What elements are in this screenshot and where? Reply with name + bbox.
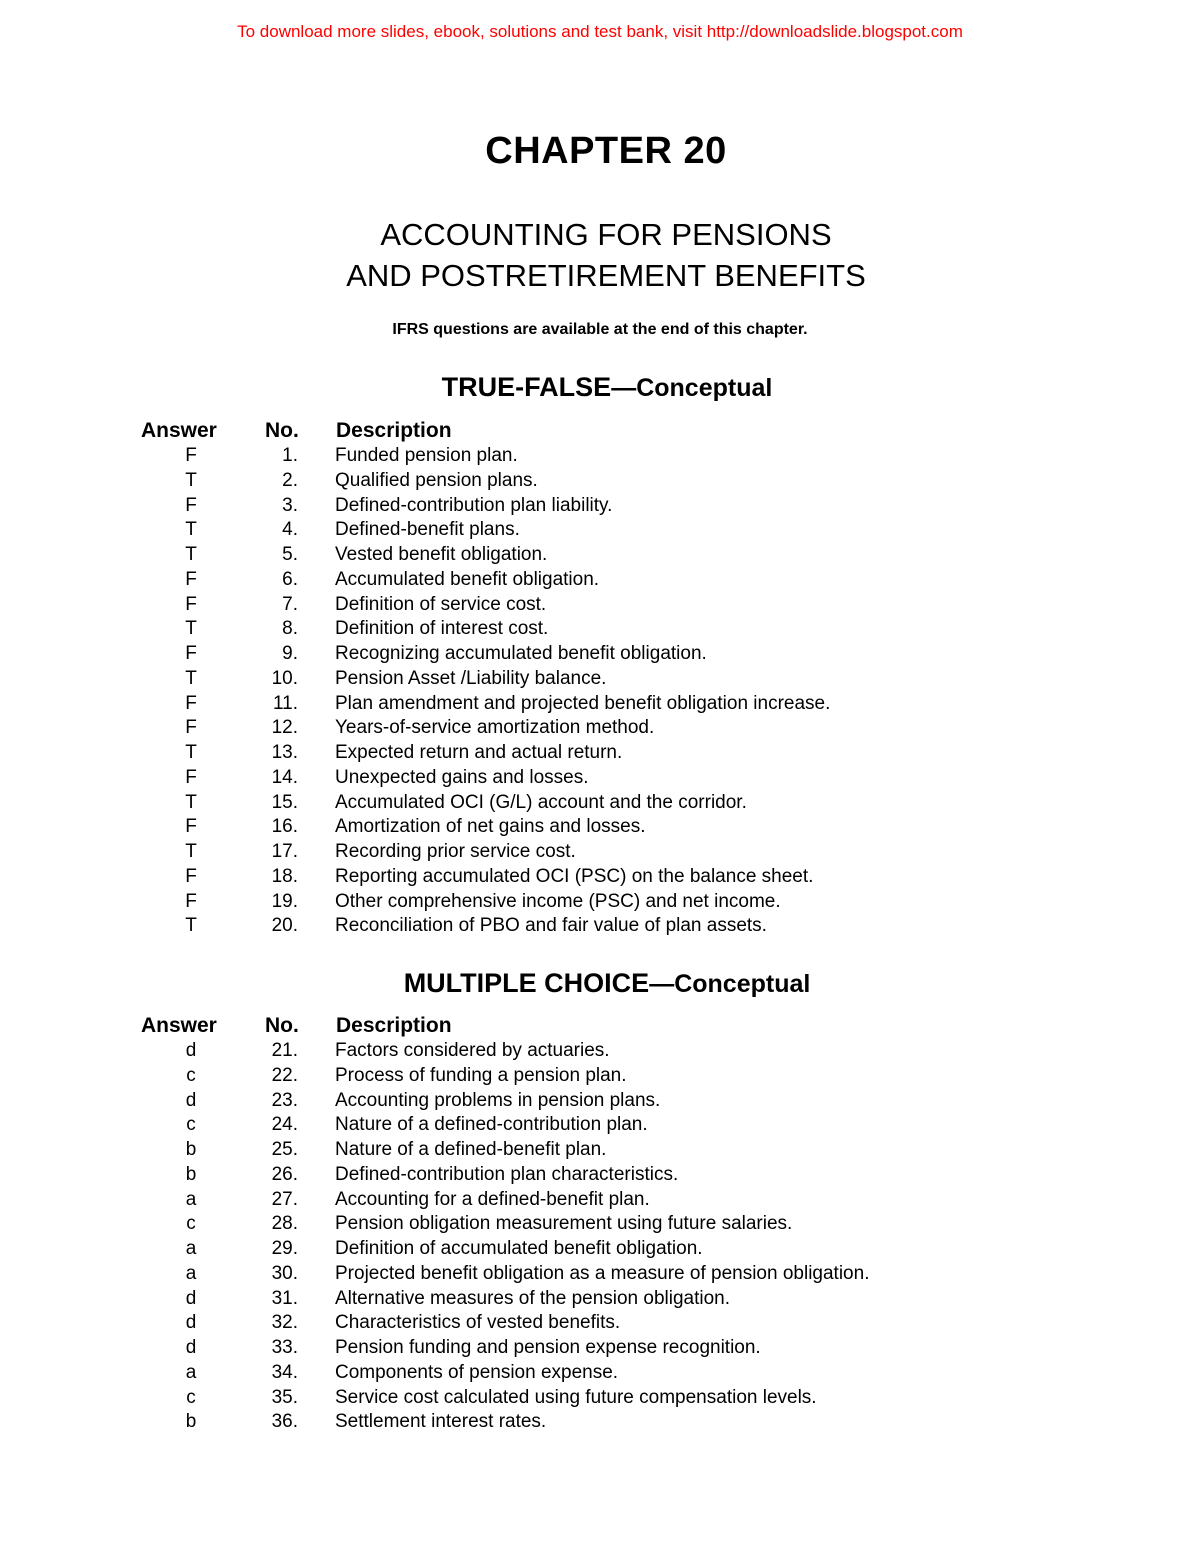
table-row [0,1386,1200,1411]
table-row [0,1163,1200,1188]
description-cell: Accumulated OCI (G/L) account and the corridor. [335,791,747,813]
ifrs-note: IFRS questions are available at the end of this chapter. [392,321,808,338]
answer-cell: F [185,494,197,516]
question-number-cell: 3. [282,494,298,516]
answer-cell: T [185,544,197,565]
description-cell: Pension obligation measurement using future salaries. [335,1213,793,1235]
number-column-header: No. [265,419,299,442]
chapter-title-line-1: ACCOUNTING FOR PENSIONS [380,217,832,252]
table-row [0,692,1200,717]
answer-cell: F [185,643,197,664]
question-number-cell: 25. [271,1139,298,1160]
multiple-choice-heading [0,968,1200,999]
table-row [0,1089,1200,1114]
answer-cell: F [185,816,197,838]
description-cell: Process of funding a pension plan. [335,1064,627,1086]
question-number-cell: 4. [282,519,298,541]
question-number-cell: 32. [271,1312,298,1334]
question-number-cell: 9. [282,643,298,664]
question-number-cell: 8. [282,618,298,640]
description-cell: Components of pension expense. [335,1361,619,1383]
table-row [0,469,1200,494]
answer-cell: T [185,469,197,491]
answer-cell: b [185,1139,197,1160]
table-header [0,417,1200,444]
table-row [0,865,1200,890]
table-row [0,568,1200,593]
answer-cell: a [185,1238,197,1259]
description-cell: Defined-contribution plan liability. [335,494,613,516]
chapter-number: CHAPTER 20 [485,130,727,172]
description-cell: Amortization of net gains and losses. [335,816,646,838]
question-number-cell: 30. [271,1262,298,1284]
table-row [0,1311,1200,1336]
question-number-cell: 34. [271,1361,298,1383]
question-number-cell: 16. [271,816,298,838]
description-cell: Recording prior service cost. [335,841,576,862]
description-cell: Nature of a defined-contribution plan. [335,1114,648,1136]
description-cell: Settlement interest rates. [335,1411,547,1433]
description-cell: Service cost calculated using future compensation levels. [335,1386,817,1408]
question-number-cell: 5. [282,544,298,565]
description-cell: Accumulated benefit obligation. [335,568,600,590]
answer-cell: b [185,1163,197,1185]
answer-cell: d [185,1287,197,1309]
table-row [0,791,1200,816]
answer-cell: a [185,1188,197,1210]
description-cell: Recognizing accumulated benefit obligation. [335,643,707,664]
question-number-cell: 28. [271,1213,298,1235]
question-number-cell: 19. [271,890,298,912]
description-cell: Definition of service cost. [335,593,547,615]
table-row [0,914,1200,939]
answer-cell: F [185,717,197,739]
question-number-cell: 15. [271,791,298,813]
true-false-heading-sub: —Conceptual [611,374,773,402]
description-cell: Qualified pension plans. [335,469,538,491]
answer-cell: b [185,1411,197,1433]
table-row [0,840,1200,865]
question-number-cell: 23. [271,1089,298,1111]
description-cell: Defined-contribution plan characteristics. [335,1163,679,1185]
answer-cell: T [185,841,197,862]
table-row [0,1113,1200,1138]
table-row [0,1188,1200,1213]
question-number-cell: 18. [271,865,298,887]
multiple-choice-heading-main: MULTIPLE CHOICE [403,968,650,998]
question-number-cell: 20. [271,915,298,937]
table-row [0,1064,1200,1089]
table-row [0,1361,1200,1386]
question-number-cell: 6. [282,568,298,590]
table-row [0,890,1200,915]
table-row [0,1410,1200,1435]
number-column-header: No. [265,1014,299,1037]
table-row [0,543,1200,568]
table-row [0,617,1200,642]
table-row [0,766,1200,791]
table-row [0,642,1200,667]
description-cell: Reporting accumulated OCI (PSC) on the balance sheet. [335,865,814,887]
description-cell: Reconciliation of PBO and fair value of plan assets. [335,915,767,937]
question-number-cell: 24. [271,1114,298,1136]
description-cell: Pension funding and pension expense recognition. [335,1337,761,1358]
description-cell: Definition of accumulated benefit obligation. [335,1238,703,1259]
chapter-title-line-2: AND POSTRETIREMENT BENEFITS [346,258,866,293]
table-row [0,815,1200,840]
table-row [0,518,1200,543]
description-cell: Characteristics of vested benefits. [335,1312,621,1334]
answer-column-header: Answer [141,419,217,442]
table-row [0,444,1200,469]
chapter-title [0,214,1200,296]
answer-cell: T [185,742,197,763]
question-number-cell: 31. [271,1287,298,1309]
description-cell: Unexpected gains and losses. [335,766,589,788]
table-row [0,667,1200,692]
answer-cell: F [185,445,197,466]
question-number-cell: 12. [271,717,298,739]
description-cell: Other comprehensive income (PSC) and net income. [335,890,781,912]
true-false-heading [0,372,1200,403]
answer-cell: T [185,618,197,640]
table-row [0,1212,1200,1237]
description-column-header: Description [336,419,452,442]
description-cell: Projected benefit obligation as a measure of pension obligation. [335,1262,870,1284]
answer-cell: F [185,593,197,615]
answer-cell: d [185,1089,197,1111]
multiple-choice-heading-sub: —Conceptual [649,970,811,998]
answer-cell: F [185,692,197,714]
table-row [0,1138,1200,1163]
answer-cell: c [186,1386,196,1408]
answer-cell: d [185,1337,197,1358]
question-number-cell: 13. [271,742,298,763]
question-number-cell: 22. [271,1064,298,1086]
answer-cell: F [185,890,197,912]
question-number-cell: 26. [271,1163,298,1185]
answer-cell: a [185,1262,197,1284]
table-row [0,1336,1200,1361]
answer-cell: T [185,915,197,937]
question-number-cell: 11. [272,692,298,714]
multiple-choice-table [0,1012,1200,1435]
description-cell: Vested benefit obligation. [335,544,548,565]
question-number-cell: 17. [271,841,298,862]
question-number-cell: 2. [282,469,298,491]
question-number-cell: 1. [282,445,298,466]
answer-cell: F [185,865,197,887]
question-number-cell: 27. [271,1188,298,1210]
description-cell: Years-of-service amortization method. [335,717,655,739]
table-row [0,593,1200,618]
answer-cell: T [185,667,197,689]
description-cell: Plan amendment and projected benefit obligation increase. [335,692,831,714]
question-number-cell: 29. [271,1238,298,1259]
question-number-cell: 21. [271,1040,298,1061]
true-false-table [0,417,1200,939]
description-cell: Defined-benefit plans. [335,519,520,541]
table-row [0,741,1200,766]
answer-cell: T [185,519,197,541]
description-cell: Definition of interest cost. [335,618,549,640]
description-cell: Factors considered by actuaries. [335,1040,610,1061]
table-row [0,494,1200,519]
answer-cell: c [186,1213,196,1235]
question-number-cell: 7. [282,593,298,615]
answer-cell: d [185,1040,197,1061]
question-number-cell: 14. [271,766,298,788]
true-false-heading-main: TRUE-FALSE [441,372,612,402]
description-column-header: Description [336,1014,452,1037]
download-banner[interactable]: To download more slides, ebook, solutions and test bank, visit http://downloadslide.blogspot.com [237,22,963,41]
table-row [0,1262,1200,1287]
answer-cell: F [185,766,197,788]
question-number-cell: 10. [271,667,298,689]
table-row [0,1287,1200,1312]
description-cell: Accounting for a defined-benefit plan. [335,1188,650,1210]
description-cell: Accounting problems in pension plans. [335,1089,661,1111]
question-number-cell: 33. [271,1337,298,1358]
description-cell: Nature of a defined-benefit plan. [335,1139,607,1160]
answer-cell: T [185,791,197,813]
answer-cell: F [185,568,197,590]
description-cell: Pension Asset /Liability balance. [335,667,607,689]
description-cell: Alternative measures of the pension obligation. [335,1287,731,1309]
answer-cell: c [186,1114,196,1136]
answer-column-header: Answer [141,1014,217,1037]
table-row [0,716,1200,741]
table-row [0,1237,1200,1262]
question-number-cell: 36. [271,1411,298,1433]
answer-cell: c [186,1064,196,1086]
description-cell: Funded pension plan. [335,445,518,466]
table-header [0,1012,1200,1039]
table-row [0,1039,1200,1064]
description-cell: Expected return and actual return. [335,742,623,763]
answer-cell: d [185,1312,197,1334]
question-number-cell: 35. [271,1386,298,1408]
answer-cell: a [185,1361,197,1383]
